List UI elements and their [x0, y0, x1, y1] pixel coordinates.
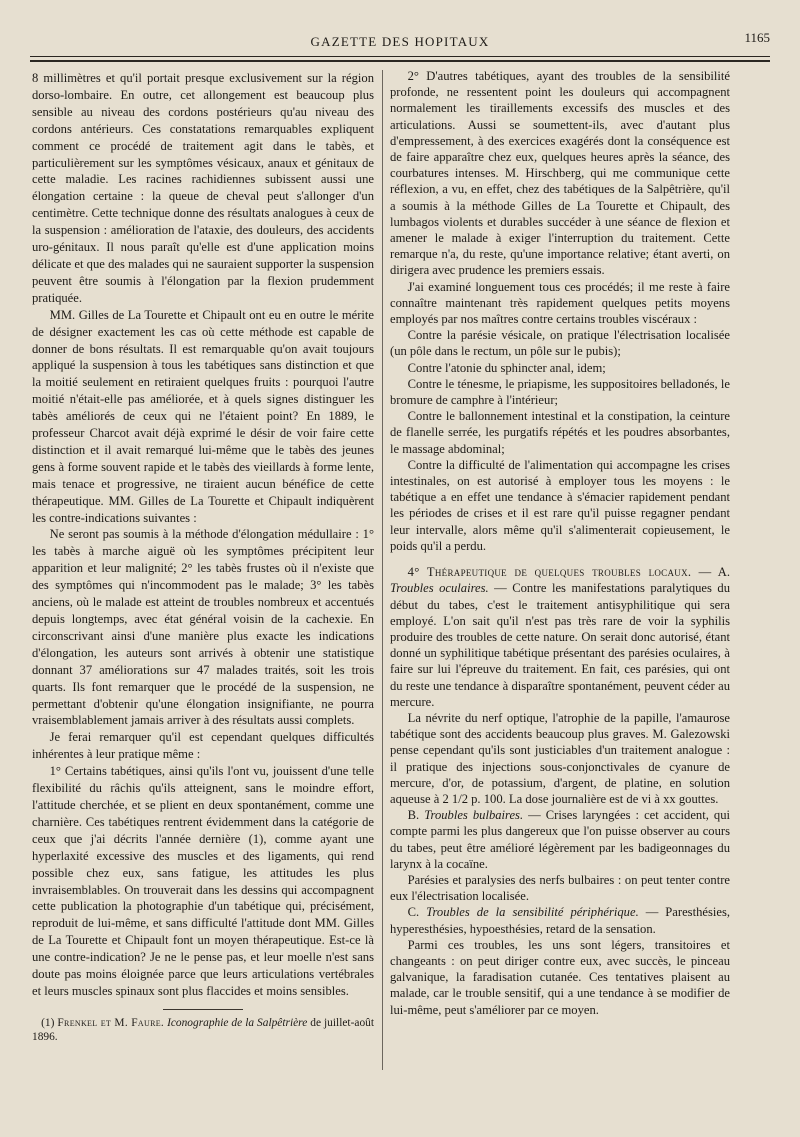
left-column [32, 70, 374, 1044]
subsection-c-text: — Paresthésies, hyperesthésies, hypoesthésies, retard de la sensation. [390, 905, 730, 936]
footnote-number: (1) [41, 1016, 55, 1029]
right-paragraph-4: Contre l'atonie du sphincter anal, idem; [407, 360, 606, 375]
header-title: GAZETTE DES HOPITAUX [310, 34, 490, 49]
left-paragraph-5: 1° Certains tabétiques, ainsi qu'ils l'ont vu, jouissent d'une telle flexibilité du râchis qu'ils atteignent, sans le moindre effort, l'attitude cherchée, et se plient en deux spontanément, comme une charnière. Ces tabétiques rentrent évidemment dans la catégorie de ceux que j'ai décrits l'année dernière (1), comme ayant une hyperlaxité excessive des muscles et des ligaments, qui rend possible chez eux, sans fatigue, les attitudes les plus invraisemblables. On trouverait dans les dessins qui accompagnent cette publication la photographie d'un tabétique qui, précisément, reproduit de lui-même, et sans difficulté l'attitude dont MM. Gilles de La Tourette et Chipault font un moyen thérapeutique. Est-ce là une contre-indication? Je ne le pense pas, et leur moelle n'est sans doute pas moins éloignée parce que leurs articulations vertébrales et leurs muscles spinaux sont plus flaccides et moins sensibles. [32, 764, 374, 998]
section-4-text: — Contre les manifestations paralytiques du début du tabes, c'est le traitement antisyphilitique qui sera employé. L'on sait qu'il n'est pas très rare de voir la syphilis produire des troubles de cette nature. On serait donc autorisé, étant donné un syphilitique tabétique présentant des parésies oculaires, à faire sur lui l'épreuve du traitement. En fait, ces parésies, qui ont du reste une tendance à disparaître spontanément, peuvent céder au mercure. [390, 581, 730, 709]
right-paragraph-11: Parésies et paralysies des nerfs bulbaires : on peut tenter contre eux l'électrisation localisée. [390, 872, 730, 904]
section-4-subheading: Troubles oculaires. [390, 581, 489, 596]
subsection-b-paragraph [390, 807, 730, 872]
section-4-separator: — A. [691, 565, 730, 580]
header-rule-thin [30, 56, 770, 57]
column-divider [382, 70, 383, 1070]
footnote-work: Iconographie de la Salpêtrière [167, 1016, 308, 1029]
right-paragraph-2: J'ai examiné longuement tous ces procédés; il me reste à faire connaître maintenant très rapidement quelques petits moyens employés par nos maîtres contre certains troubles viscéraux : [390, 279, 730, 327]
header-rule-thick [30, 60, 770, 62]
right-paragraph-5: Contre le ténesme, le priapisme, les suppositoires belladonés, le bromure de camphre à l'intérieur; [390, 376, 730, 408]
subsection-b-text: — Crises laryngées : cet accident, qui compte parmi les plus dangereux que l'on puisse observer au cours du tabes, peut être amélioré légèrement par les badigeonnages du larynx à la cocaïne. [390, 808, 730, 871]
subsection-c-paragraph [390, 904, 730, 936]
left-paragraph-1: 8 millimètres et qu'il portait presque exclusivement sur la région dorso-lombaire. En outre, cet allongement est beaucoup plus sensible au niveau des cordons postérieurs qu'au niveau des cordons antérieurs. Ces constatations remarquables expliquent comment ce procédé de traitement agit dans le tabès, et particulièrement sur les symptômes vésicaux, anaux et génitaux de cette maladie. Les racines rachidiennes subissent aussi une élongation certaine : la queue de cheval peut s'allonger d'un centimètre. Cette technique donne des résultats analogues à ceux de la suspension : amélioration de l'ataxie, des douleurs, des accidents uro-génitaux. Il nous paraît qu'elle est d'une application moins délicate et que des malades qui ne sauraient supporter la suspension peuvent être soumis à l'élongation par la flexion prudemment pratiquée. [32, 71, 374, 305]
running-head [30, 30, 770, 52]
footnote-rule [163, 1009, 243, 1010]
section-4-heading: 4° Thérapeutique de quelques troubles locaux. [407, 565, 692, 580]
subsection-b-heading: Troubles bulbaires. [424, 808, 524, 823]
footnote [32, 1016, 374, 1044]
left-paragraph-2: MM. Gilles de La Tourette et Chipault ont eu en outre le mérite de désigner exactement les cas où cette méthode est capable de donner de bons résultats. Il est remarquable qu'on avait toujours appliqué la suspension à tous les tabétiques sans distinction et que la moitié seulement en retiraient quelques fruits : pourquoi l'autre moitié n'était-elle pas améliorée, et à quels signes distinguer les tabès améliorés de ceux qui ne l'étaient point? En 1889, le professeur Charcot avait déjà exprimé le désir de voir faire cette distinction et il avait remarqué lui-même que le tabès des jeunes gens à forme souvent rapide et le tabès des vieillards à forme lente, mais tenace et progressive, ne tiraient aucun bénéfice de cette thérapeutique. MM. Gilles de La Tourette et Chipault indiquèrent les contre-indications suivantes : [32, 307, 374, 525]
section-4-paragraph [390, 564, 730, 710]
subsection-c-heading: Troubles de la sensibilité périphérique. [426, 905, 639, 920]
right-paragraph-13: Parmi ces troubles, les uns sont légers, transitoires et changeants : on peut diriger contre eux, avec succès, le pinceau galvanique, la faradisation cutanée. Ces tentatives plaisent au malade, car le trouble sensitif, qui a une tendance à se modifier de lui-même, peut s'améliorer par ce moyen. [390, 937, 730, 1017]
right-paragraph-9: La névrite du nerf optique, l'atrophie de la papille, l'amaurose tabétique sont des accidents beaucoup plus graves. M. Galezowski pense cependant qu'ils sont justiciables d'un traitement analogue : il pratique des injections sous-conjonctivales de cyanure de mercure, d'or, de potassium, d'argent, de platine, en solution aqueuse à 2 1/2 p. 100. La dose journalière est de vi à xx gouttes. [390, 710, 730, 806]
right-column [390, 68, 730, 1018]
right-paragraph-6: Contre le ballonnement intestinal et la constipation, la ceinture de flanelle serrée, les purgatifs répétés et les poudres absorbantes, le massage abdominal; [390, 409, 730, 456]
right-paragraph-1: 2° D'autres tabétiques, ayant des troubles de la sensibilité profonde, ne ressentent point les douleurs qui accompagnent normalement les tiraillements excessifs des muscles et des articulations. Aussi se soumettent-ils, avec d'autant plus d'empressement, à des exercices exagérés dont la conséquence est de faire apparaître chez eux, quelques heures après la séance, des courbatures intenses. M. Hirschberg, qui me communique cette réflexion, a vu, en effet, chez des tabétiques de la Salpêtrière, qu'il a soumis à la méthode Gilles de La Tourette et Chipault, des lumbagos violents et durables succéder à une séance de flexion et amener le malade à exiger l'interruption du traitement. Cette remarque n'a, du reste, qu'une importance relative; étant averti, on dirigera avec prudence les premiers essais. [390, 69, 730, 278]
subsection-b-label: B. [407, 808, 425, 823]
footnote-rest: de juillet-août 1896. [32, 1016, 375, 1043]
footnote-authors: Frenkel et M. Faure. [57, 1016, 165, 1029]
subsection-c-label: C. [407, 905, 427, 920]
right-paragraph-7: Contre la difficulté de l'alimentation qui accompagne les crises intestinales, on est autorisé à employer tous les moyens : le tabétique a en effet une tendance à s'émacier rapidement pendant les périodes de crises et il est rare qu'il puisse regagner pendant leur intervalle, alors même qu'il s'alimenterait copieusement, le poids qu'il a perdu. [390, 457, 730, 553]
left-paragraph-4: Je ferai remarquer qu'il est cependant quelques difficultés inhérentes à leur pratique même : [32, 730, 374, 762]
right-paragraph-3: Contre la parésie vésicale, on pratique l'électrisation localisée (un pôle dans le rectum, un pôle sur le pubis); [390, 328, 730, 359]
left-paragraph-3: Ne seront pas soumis à la méthode d'élongation médullaire : 1° les tabès à marche aiguë où les symptômes précipitent leur apparition et leur malignité; 2° les tabès frustes où il n'existe que des symptômes qui n'incommodent pas le malade; 3° les tabès anciens, où le malade est atteint de troubles nombreux et accentués depuis longtemps, avec état général voisin de la cachexie. En circonscrivant ainsi d'une manière plus exacte les indications d'élongation, les auteurs sont arrivés à obtenir une statistique donnant 37 améliorations sur 47 malades traités, soit les trois quarts. Ils font remarquer que le procédé de la suspension, ne permettant d'obtenir qu'une élongation insignifiante, ne pourra vraisemblablement jamais arriver à des résultats aussi complets. [32, 527, 374, 728]
page-number: 1165 [744, 30, 770, 45]
